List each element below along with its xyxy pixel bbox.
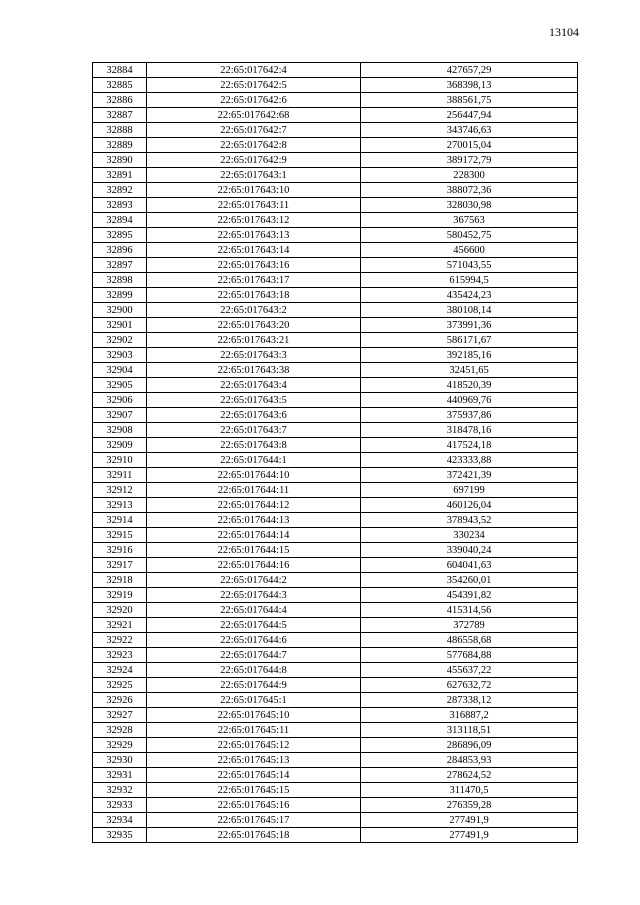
row-number-cell: 32924: [93, 663, 147, 678]
row-number-cell: 32916: [93, 543, 147, 558]
cadastral-value-cell: 318478,16: [361, 423, 578, 438]
table-row: [93, 663, 578, 678]
table-row: [93, 483, 578, 498]
cadastral-number-cell: 22:65:017644:7: [147, 648, 361, 663]
table-row: [93, 573, 578, 588]
row-number-cell: 32933: [93, 798, 147, 813]
cadastral-number-cell: 22:65:017644:2: [147, 573, 361, 588]
row-number-cell: 32918: [93, 573, 147, 588]
cadastral-value-cell: 339040,24: [361, 543, 578, 558]
cadastral-number-cell: 22:65:017643:14: [147, 243, 361, 258]
table-row: [93, 378, 578, 393]
row-number-cell: 32893: [93, 198, 147, 213]
row-number-cell: 32888: [93, 123, 147, 138]
cadastral-value-cell: 354260,01: [361, 573, 578, 588]
row-number-cell: 32892: [93, 183, 147, 198]
cadastral-number-cell: 22:65:017642:8: [147, 138, 361, 153]
table-row: [93, 198, 578, 213]
row-number-cell: 32929: [93, 738, 147, 753]
row-number-cell: 32886: [93, 93, 147, 108]
cadastral-number-cell: 22:65:017642:4: [147, 63, 361, 78]
cadastral-number-cell: 22:65:017645:15: [147, 783, 361, 798]
cadastral-value-cell: 415314,56: [361, 603, 578, 618]
table-row: [93, 273, 578, 288]
cadastral-value-table: [92, 62, 578, 843]
cadastral-value-cell: 577684,88: [361, 648, 578, 663]
table-row: [93, 453, 578, 468]
table-row: [93, 93, 578, 108]
cadastral-value-cell: 276359,28: [361, 798, 578, 813]
row-number-cell: 32935: [93, 828, 147, 843]
cadastral-value-cell: 256447,94: [361, 108, 578, 123]
row-number-cell: 32921: [93, 618, 147, 633]
table-row: [93, 528, 578, 543]
table-row: [93, 648, 578, 663]
cadastral-number-cell: 22:65:017642:5: [147, 78, 361, 93]
cadastral-number-cell: 22:65:017644:10: [147, 468, 361, 483]
table-row: [93, 138, 578, 153]
table-row: [93, 423, 578, 438]
row-number-cell: 32898: [93, 273, 147, 288]
row-number-cell: 32903: [93, 348, 147, 363]
cadastral-value-cell: 277491,9: [361, 813, 578, 828]
cadastral-value-cell: 368398,13: [361, 78, 578, 93]
row-number-cell: 32931: [93, 768, 147, 783]
row-number-cell: 32919: [93, 588, 147, 603]
cadastral-number-cell: 22:65:017643:12: [147, 213, 361, 228]
cadastral-value-cell: 460126,04: [361, 498, 578, 513]
table-row: [93, 63, 578, 78]
cadastral-number-cell: 22:65:017644:5: [147, 618, 361, 633]
table-row: [93, 603, 578, 618]
table-row: [93, 543, 578, 558]
row-number-cell: 32900: [93, 303, 147, 318]
cadastral-value-cell: 417524,18: [361, 438, 578, 453]
row-number-cell: 32909: [93, 438, 147, 453]
cadastral-number-cell: 22:65:017643:8: [147, 438, 361, 453]
cadastral-value-cell: 456600: [361, 243, 578, 258]
cadastral-number-cell: 22:65:017643:11: [147, 198, 361, 213]
row-number-cell: 32894: [93, 213, 147, 228]
cadastral-number-cell: 22:65:017644:16: [147, 558, 361, 573]
cadastral-value-cell: 270015,04: [361, 138, 578, 153]
cadastral-value-cell: 316887,2: [361, 708, 578, 723]
row-number-cell: 32923: [93, 648, 147, 663]
row-number-cell: 32911: [93, 468, 147, 483]
row-number-cell: 32901: [93, 318, 147, 333]
row-number-cell: 32914: [93, 513, 147, 528]
cadastral-number-cell: 22:65:017645:11: [147, 723, 361, 738]
cadastral-number-cell: 22:65:017644:6: [147, 633, 361, 648]
row-number-cell: 32910: [93, 453, 147, 468]
cadastral-number-cell: 22:65:017643:21: [147, 333, 361, 348]
cadastral-value-cell: 388561,75: [361, 93, 578, 108]
cadastral-number-cell: 22:65:017644:8: [147, 663, 361, 678]
table-row: [93, 708, 578, 723]
table-row: [93, 438, 578, 453]
row-number-cell: 32904: [93, 363, 147, 378]
cadastral-number-cell: 22:65:017644:11: [147, 483, 361, 498]
row-number-cell: 32922: [93, 633, 147, 648]
table-row: [93, 498, 578, 513]
cadastral-value-cell: 313118,51: [361, 723, 578, 738]
cadastral-number-cell: 22:65:017644:13: [147, 513, 361, 528]
row-number-cell: 32895: [93, 228, 147, 243]
table-row: [93, 693, 578, 708]
cadastral-value-cell: 615994,5: [361, 273, 578, 288]
row-number-cell: 32934: [93, 813, 147, 828]
cadastral-value-cell: 287338,12: [361, 693, 578, 708]
cadastral-value-cell: 375937,86: [361, 408, 578, 423]
cadastral-value-cell: 330234: [361, 528, 578, 543]
table-body: [93, 63, 578, 843]
table-row: [93, 513, 578, 528]
row-number-cell: 32932: [93, 783, 147, 798]
cadastral-value-cell: 389172,79: [361, 153, 578, 168]
cadastral-number-cell: 22:65:017643:18: [147, 288, 361, 303]
cadastral-number-cell: 22:65:017644:14: [147, 528, 361, 543]
table-row: [93, 288, 578, 303]
cadastral-value-cell: 455637,22: [361, 663, 578, 678]
cadastral-value-cell: 286896,09: [361, 738, 578, 753]
cadastral-number-cell: 22:65:017643:7: [147, 423, 361, 438]
cadastral-value-cell: 367563: [361, 213, 578, 228]
cadastral-value-cell: 435424,23: [361, 288, 578, 303]
cadastral-number-cell: 22:65:017643:16: [147, 258, 361, 273]
cadastral-number-cell: 22:65:017642:68: [147, 108, 361, 123]
table-row: [93, 783, 578, 798]
cadastral-value-cell: 284853,93: [361, 753, 578, 768]
cadastral-number-cell: 22:65:017643:1: [147, 168, 361, 183]
table-row: [93, 183, 578, 198]
row-number-cell: 32889: [93, 138, 147, 153]
cadastral-number-cell: 22:65:017645:16: [147, 798, 361, 813]
cadastral-number-cell: 22:65:017642:6: [147, 93, 361, 108]
cadastral-number-cell: 22:65:017645:14: [147, 768, 361, 783]
cadastral-number-cell: 22:65:017644:9: [147, 678, 361, 693]
table-row: [93, 78, 578, 93]
cadastral-number-cell: 22:65:017643:4: [147, 378, 361, 393]
table-row: [93, 678, 578, 693]
table-row: [93, 738, 578, 753]
cadastral-value-cell: 427657,29: [361, 63, 578, 78]
table-row: [93, 168, 578, 183]
cadastral-number-cell: 22:65:017645:1: [147, 693, 361, 708]
row-number-cell: 32912: [93, 483, 147, 498]
table-row: [93, 753, 578, 768]
row-number-cell: 32928: [93, 723, 147, 738]
cadastral-value-cell: 278624,52: [361, 768, 578, 783]
page-number: 13104: [549, 25, 579, 39]
cadastral-number-cell: 22:65:017643:2: [147, 303, 361, 318]
row-number-cell: 32930: [93, 753, 147, 768]
table-row: [93, 243, 578, 258]
cadastral-number-cell: 22:65:017645:18: [147, 828, 361, 843]
table-row: [93, 153, 578, 168]
row-number-cell: 32899: [93, 288, 147, 303]
cadastral-value-cell: 228300: [361, 168, 578, 183]
cadastral-value-cell: 697199: [361, 483, 578, 498]
cadastral-value-cell: 373991,36: [361, 318, 578, 333]
cadastral-number-cell: 22:65:017644:15: [147, 543, 361, 558]
row-number-cell: 32920: [93, 603, 147, 618]
table-row: [93, 108, 578, 123]
cadastral-value-cell: 571043,55: [361, 258, 578, 273]
cadastral-number-cell: 22:65:017645:17: [147, 813, 361, 828]
row-number-cell: 32902: [93, 333, 147, 348]
cadastral-value-cell: 454391,82: [361, 588, 578, 603]
row-number-cell: 32884: [93, 63, 147, 78]
cadastral-number-cell: 22:65:017643:38: [147, 363, 361, 378]
row-number-cell: 32885: [93, 78, 147, 93]
table-row: [93, 828, 578, 843]
table-row: [93, 258, 578, 273]
cadastral-number-cell: 22:65:017643:20: [147, 318, 361, 333]
cadastral-number-cell: 22:65:017644:1: [147, 453, 361, 468]
cadastral-value-cell: 372789: [361, 618, 578, 633]
cadastral-number-cell: 22:65:017645:13: [147, 753, 361, 768]
cadastral-value-cell: 392185,16: [361, 348, 578, 363]
row-number-cell: 32891: [93, 168, 147, 183]
row-number-cell: 32907: [93, 408, 147, 423]
table-row: [93, 318, 578, 333]
cadastral-value-cell: 372421,39: [361, 468, 578, 483]
row-number-cell: 32926: [93, 693, 147, 708]
cadastral-number-cell: 22:65:017644:3: [147, 588, 361, 603]
table-row: [93, 618, 578, 633]
table-row: [93, 468, 578, 483]
table-row: [93, 333, 578, 348]
row-number-cell: 32927: [93, 708, 147, 723]
table-row: [93, 633, 578, 648]
cadastral-number-cell: 22:65:017643:6: [147, 408, 361, 423]
table-row: [93, 123, 578, 138]
cadastral-number-cell: 22:65:017643:17: [147, 273, 361, 288]
cadastral-value-cell: 604041,63: [361, 558, 578, 573]
table-row: [93, 228, 578, 243]
cadastral-value-cell: 328030,98: [361, 198, 578, 213]
table-row: [93, 798, 578, 813]
table-row: [93, 723, 578, 738]
table-row: [93, 813, 578, 828]
row-number-cell: 32887: [93, 108, 147, 123]
row-number-cell: 32925: [93, 678, 147, 693]
cadastral-value-cell: 388072,36: [361, 183, 578, 198]
row-number-cell: 32908: [93, 423, 147, 438]
cadastral-value-cell: 418520,39: [361, 378, 578, 393]
cadastral-value-cell: 380108,14: [361, 303, 578, 318]
row-number-cell: 32906: [93, 393, 147, 408]
cadastral-value-cell: 32451,65: [361, 363, 578, 378]
cadastral-value-cell: 277491,9: [361, 828, 578, 843]
cadastral-number-cell: 22:65:017643:5: [147, 393, 361, 408]
cadastral-value-cell: 423333,88: [361, 453, 578, 468]
row-number-cell: 32905: [93, 378, 147, 393]
cadastral-value-cell: 627632,72: [361, 678, 578, 693]
cadastral-number-cell: 22:65:017642:7: [147, 123, 361, 138]
row-number-cell: 32917: [93, 558, 147, 573]
cadastral-value-cell: 311470,5: [361, 783, 578, 798]
row-number-cell: 32896: [93, 243, 147, 258]
cadastral-value-cell: 586171,67: [361, 333, 578, 348]
table-row: [93, 393, 578, 408]
cadastral-number-cell: 22:65:017644:4: [147, 603, 361, 618]
table-row: [93, 303, 578, 318]
cadastral-number-cell: 22:65:017642:9: [147, 153, 361, 168]
table-row: [93, 768, 578, 783]
cadastral-number-cell: 22:65:017643:13: [147, 228, 361, 243]
cadastral-number-cell: 22:65:017644:12: [147, 498, 361, 513]
cadastral-number-cell: 22:65:017645:12: [147, 738, 361, 753]
cadastral-number-cell: 22:65:017643:3: [147, 348, 361, 363]
cadastral-number-cell: 22:65:017645:10: [147, 708, 361, 723]
table-row: [93, 348, 578, 363]
table-row: [93, 588, 578, 603]
table-row: [93, 408, 578, 423]
cadastral-value-cell: 440969,76: [361, 393, 578, 408]
row-number-cell: 32890: [93, 153, 147, 168]
row-number-cell: 32915: [93, 528, 147, 543]
row-number-cell: 32913: [93, 498, 147, 513]
cadastral-value-cell: 580452,75: [361, 228, 578, 243]
table-row: [93, 213, 578, 228]
table-row: [93, 363, 578, 378]
cadastral-value-cell: 486558,68: [361, 633, 578, 648]
cadastral-number-cell: 22:65:017643:10: [147, 183, 361, 198]
cadastral-value-cell: 378943,52: [361, 513, 578, 528]
cadastral-value-cell: 343746,63: [361, 123, 578, 138]
row-number-cell: 32897: [93, 258, 147, 273]
table-row: [93, 558, 578, 573]
